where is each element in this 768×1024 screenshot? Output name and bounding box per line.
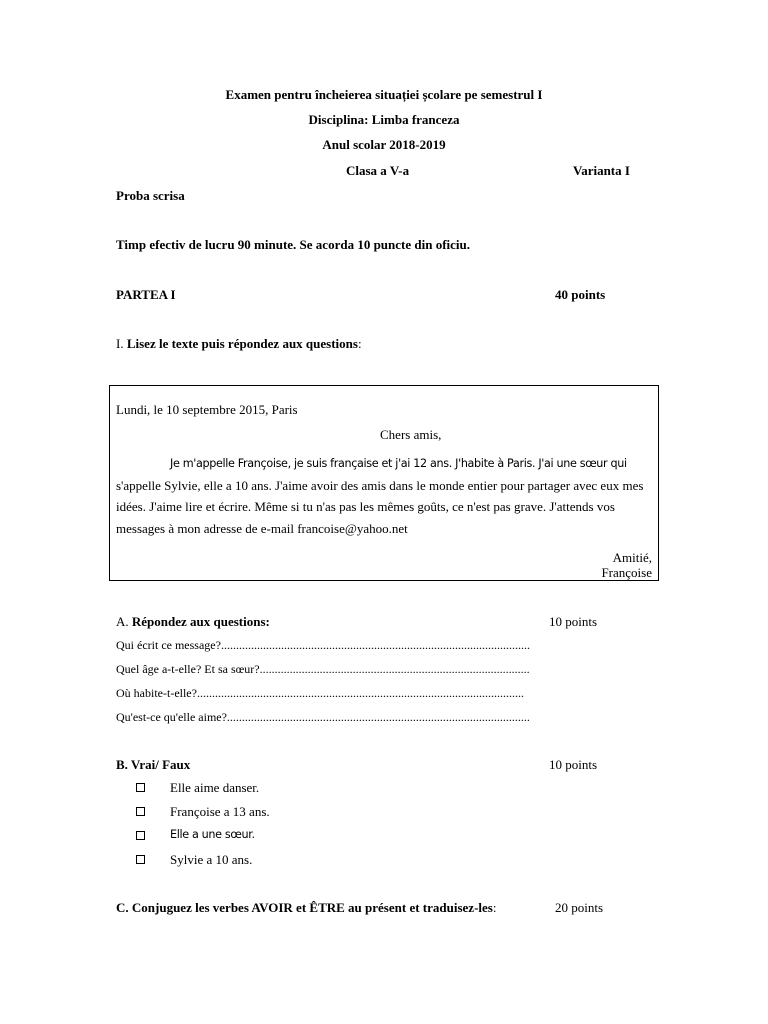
letter-greeting: Chers amis, xyxy=(380,427,442,442)
section-a-heading: Répondez aux questions: xyxy=(131,614,270,629)
true-false-item: Sylvie a 10 ans. xyxy=(170,852,253,867)
section-a-prefix: A. xyxy=(116,614,132,629)
discipline-line: Disciplina: Limba franceza xyxy=(308,112,460,127)
class-label: Clasa a V-a xyxy=(346,163,410,178)
question-4: Qu'est-ce qu'elle aime?..................................................................................................... xyxy=(116,710,530,724)
section-b-points: 10 points xyxy=(549,757,598,772)
section-a-title xyxy=(116,615,270,628)
question-1: Qui écrit ce message?....................................................................................................... xyxy=(116,638,530,652)
section-c-heading: C. Conjuguez les verbes AVOIR et ÊTRE au présent et traduisez-les xyxy=(116,900,493,915)
question-3: Où habite-t-elle?............................................................................................................. xyxy=(116,686,524,700)
section-b-title: B. Vrai/ Faux xyxy=(116,757,191,772)
true-false-checkbox[interactable] xyxy=(136,807,145,816)
letter-closing: Amitié, xyxy=(612,550,652,565)
question-2: Quel âge a-t-elle? Et sa sœur?.......................................................................................... xyxy=(116,662,530,676)
exam-title-bold: Examen pentru încheierea situației școlare xyxy=(225,87,462,102)
section-a-points: 10 points xyxy=(549,614,598,629)
section-c-suffix: : xyxy=(492,900,497,915)
letter-line-4: messages à mon adresse de e-mail francoise@yahoo.net xyxy=(116,521,408,536)
reading-instruction xyxy=(116,337,362,350)
part-label: PARTEA I xyxy=(116,287,176,302)
true-false-item: Françoise a 13 ans. xyxy=(170,804,270,819)
time-instruction: Timp efectiv de lucru 90 minute. Se acorda 10 puncte din oficiu. xyxy=(116,237,471,252)
section-c-title xyxy=(116,901,496,914)
letter-line-1: Je m'appelle Françoise, je suis française et j'ai 12 ans. J'habite à Paris. J'ai une sœur qui xyxy=(170,457,627,470)
part-points: 40 points xyxy=(555,287,606,302)
reading-instruction-text: Lisez le texte puis répondez aux questions xyxy=(126,336,358,351)
section-c-points: 20 points xyxy=(555,900,604,915)
true-false-checkbox[interactable] xyxy=(136,783,145,792)
proba-label: Proba scrisa xyxy=(116,188,185,203)
school-year-line: Anul scolar 2018-2019 xyxy=(322,137,446,152)
letter-line-3: idées. J'aime lire et écrire. Même si tu n'as pas les mêmes goûts, ce n'est pas grave. J'attends vos xyxy=(116,499,615,514)
reading-instruction-suffix: : xyxy=(357,336,362,351)
variant-label: Varianta I xyxy=(573,163,630,178)
exam-title-rest: pe semestrul I xyxy=(461,87,543,102)
true-false-checkbox[interactable] xyxy=(136,855,145,864)
letter-signature: Françoise xyxy=(601,565,652,580)
reading-instruction-prefix: I. xyxy=(116,336,127,351)
true-false-item: Elle a une sœur. xyxy=(170,828,255,841)
letter-date: Lundi, le 10 septembre 2015, Paris xyxy=(116,402,298,417)
exam-title xyxy=(0,88,768,101)
true-false-checkbox[interactable] xyxy=(136,831,145,840)
true-false-item: Elle aime danser. xyxy=(170,780,260,795)
letter-line-2: s'appelle Sylvie, elle a 10 ans. J'aime avoir des amis dans le monde entier pour partager avec eux mes xyxy=(116,478,644,493)
